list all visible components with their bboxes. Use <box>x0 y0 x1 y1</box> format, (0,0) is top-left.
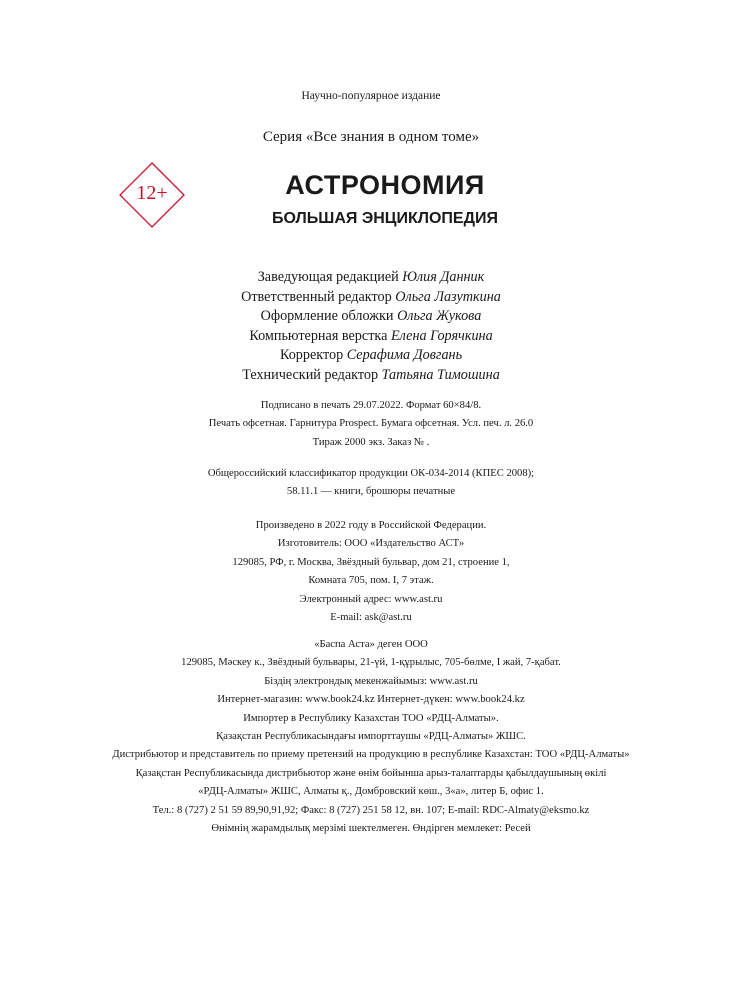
kazakhstan-line: Тел.: 8 (727) 2 51 59 89,90,91,92; Факс: 8 (727) 251 58 12, вн. 107; E-mail: RDC-Almaty@eksmo.kz <box>152 804 590 816</box>
manufacturer-line: 129085, РФ, г. Москва, Звёздный бульвар, дом 21, строение 1, <box>232 556 510 568</box>
classifier-block <box>0 465 742 502</box>
credits-block <box>0 268 742 386</box>
credit-line: Ответственный редактор Ольга Лазуткина <box>241 288 501 305</box>
genre-label: Научно-популярное издание <box>301 90 441 102</box>
classifier-line: Общероссийский классификатор продукции ОК-034-2014 (КПЕС 2008); <box>207 468 535 479</box>
kazakhstan-line: Дистрибьютор и представитель по приему претензий на продукцию в республике Казахстан: ТОО «РДЦ-Алматы» <box>112 749 630 761</box>
manufacturer-line: Электронный адрес: www.ast.ru <box>299 593 443 605</box>
manufacturer-line: Изготовитель: ООО «Издательство АСТ» <box>277 538 465 550</box>
age-rating-text: 12+ <box>136 182 168 204</box>
series-label: Серия «Все знания в одном томе» <box>262 129 480 145</box>
book-subtitle: БОЛЬШАЯ ЭНЦИКЛОПЕДИЯ <box>272 210 498 227</box>
kazakhstan-line: Біздің электрондық мекенжайымыз: www.ast.ru <box>264 675 478 687</box>
manufacturer-block <box>0 517 742 627</box>
credit-line: Заведующая редакцией Юлия Данник <box>257 269 485 285</box>
kazakhstan-line: Импортер в Республику Казахстан ТОО «РДЦ-Алматы». <box>243 712 499 724</box>
kazakhstan-line: 129085, Мәскеу к., Звёздный бульвары, 21-үй, 1-құрылыс, 705-бөлме, I жай, 7-қабат. <box>181 657 561 669</box>
print-info-line: Печать офсетная. Гарнитура Prospect. Бумага офсетная. Усл. печ. л. 26.0 <box>208 418 534 430</box>
credit-line: Оформление обложки Ольга Жукова <box>260 308 482 325</box>
credit-line: Технический редактор Татьяна Тимошина <box>242 366 500 383</box>
book-title: АСТРОНОМИЯ <box>285 170 485 200</box>
manufacturer-line: E-mail: ask@ast.ru <box>330 612 412 624</box>
kazakhstan-line: Қазақстан Республикасында дистрибьютор және өнім бойынша арыз-талаптарды қабылдаушының өкілі <box>135 767 607 779</box>
credit-line: Корректор Серафима Довгань <box>279 347 463 364</box>
kazakhstan-line: Өнімнің жарамдылық мерзімі шектелмеген. Өндірген мемлекет: Ресей <box>211 823 531 835</box>
kazakhstan-line: «РДЦ-Алматы» ЖШС, Алматы қ., Домбровский көш., 3«а», литер Б, офис 1. <box>198 786 544 798</box>
kazakhstan-info-block <box>0 636 742 838</box>
manufacturer-line: Произведено в 2022 году в Российской Федерации. <box>255 520 487 531</box>
kazakhstan-line: Қазақстан Республикасындағы импорттаушы «РДЦ-Алматы» ЖШС. <box>216 731 526 743</box>
print-info-line: Тираж 2000 экз. Заказ № . <box>312 436 430 448</box>
kazakhstan-line: Интернет-магазин: www.book24.kz Интернет-дүкен: www.book24.kz <box>217 694 525 706</box>
kazakhstan-line: «Баспа Аста» деген ООО <box>314 639 428 650</box>
print-info-block <box>0 397 742 452</box>
classifier-line: 58.11.1 — книги, брошюры печатные <box>286 486 456 498</box>
print-info-line: Подписано в печать 29.07.2022. Формат 60×84/8. <box>260 400 482 411</box>
credit-line: Компьютерная верстка Елена Горячкина <box>249 327 493 344</box>
manufacturer-line: Комната 705, пом. I, 7 этаж. <box>308 575 434 587</box>
